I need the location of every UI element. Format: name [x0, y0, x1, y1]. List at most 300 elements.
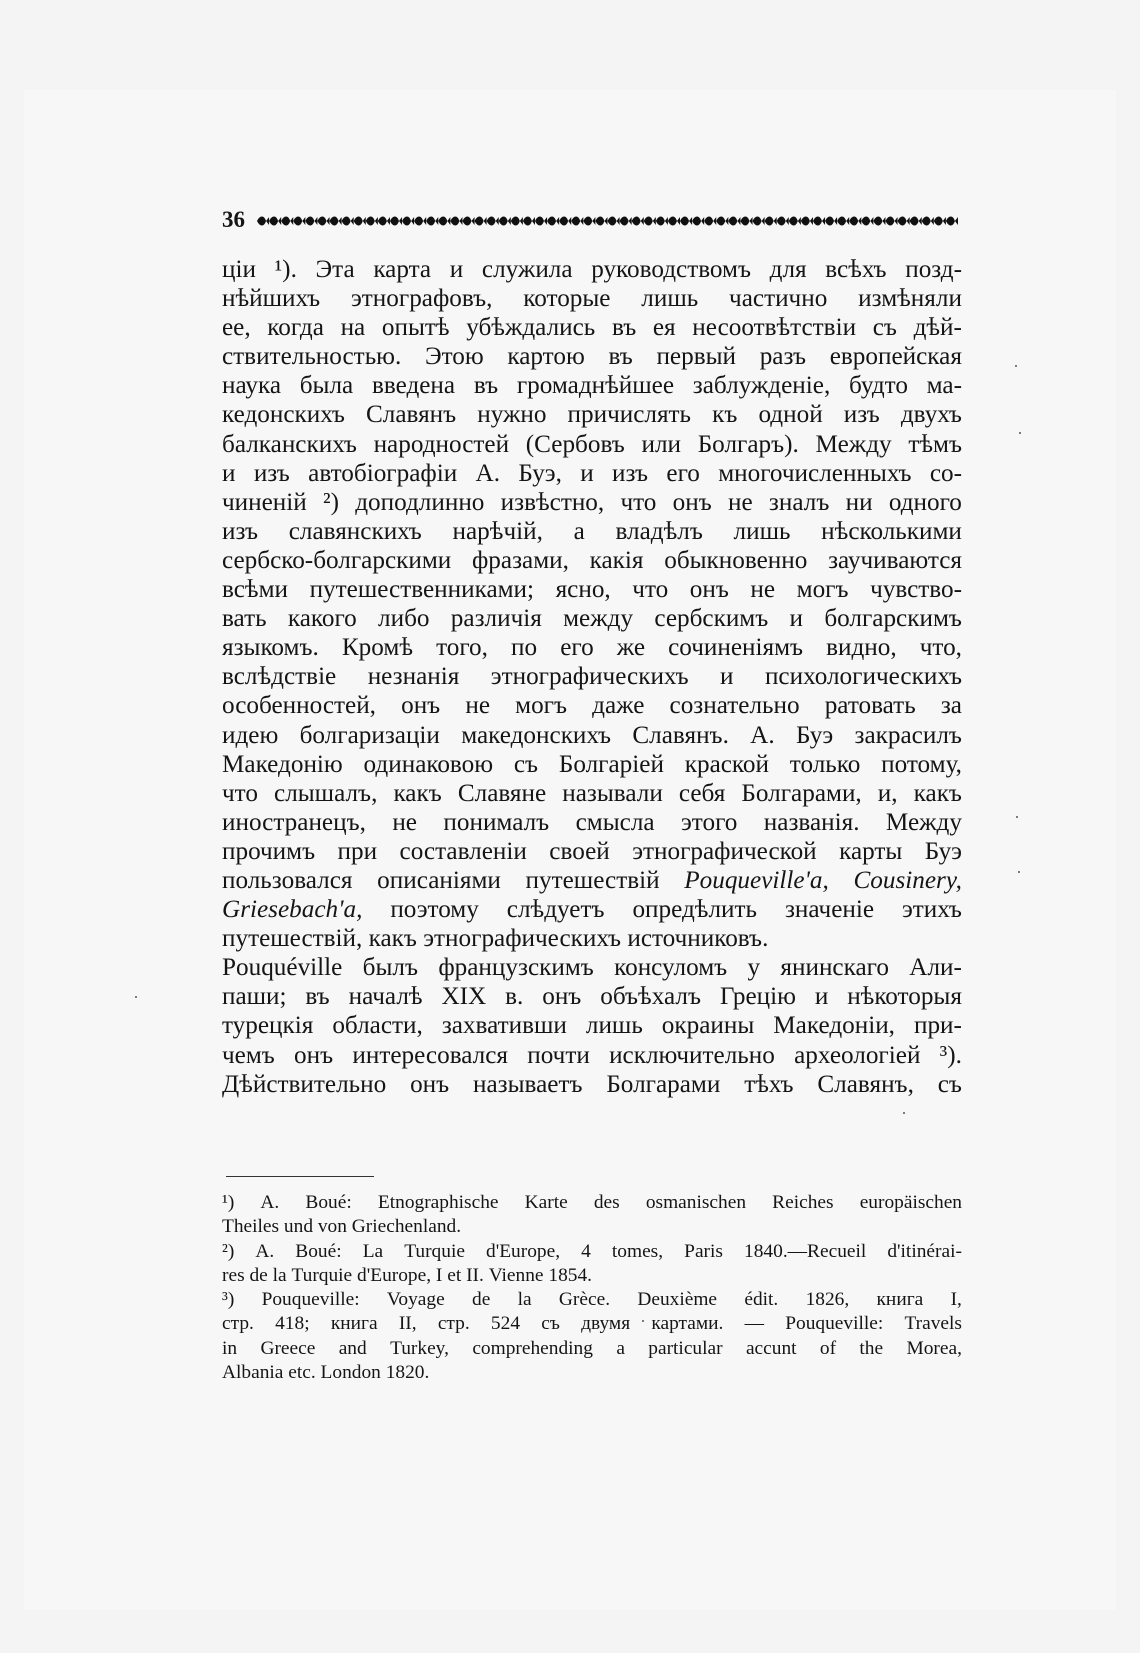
- word: когда: [267, 314, 324, 342]
- word: названія.: [763, 808, 860, 836]
- text-line: [222, 575, 962, 604]
- ornament-segment: [305, 216, 317, 225]
- word: какъ: [368, 925, 424, 953]
- word: былъ: [362, 954, 419, 982]
- word: лишь: [733, 517, 791, 545]
- word: поэтому: [390, 896, 479, 924]
- word: и: [789, 605, 804, 633]
- word: ясно,: [555, 576, 611, 604]
- text-line: [222, 779, 962, 808]
- ornament-segment: [837, 216, 849, 225]
- word: Дѣйствительно: [222, 1070, 387, 1098]
- word: Македоніи,: [773, 1012, 895, 1040]
- ornament-segment: [620, 216, 632, 225]
- word: которые: [523, 285, 611, 313]
- word: двумя: [581, 1313, 631, 1335]
- word: Grèce.: [558, 1289, 611, 1311]
- word: Македонію: [222, 750, 343, 778]
- word: исключительно: [609, 1041, 775, 1069]
- scan-speck: [1019, 432, 1021, 434]
- ornament-segment: [487, 216, 499, 225]
- word: Paris: [684, 1240, 723, 1262]
- word: ¹).: [274, 256, 297, 283]
- word: разъ: [759, 343, 807, 371]
- word: дѣй-: [913, 314, 962, 342]
- word: турецкія: [222, 1012, 314, 1040]
- word: изъ: [612, 459, 649, 487]
- word: картами.: [651, 1313, 724, 1335]
- word: Али-: [909, 954, 962, 982]
- word: фразами,: [471, 546, 569, 574]
- text-line: [222, 895, 962, 924]
- footnotes: [222, 1191, 962, 1385]
- word: a: [616, 1337, 625, 1359]
- word: какія: [589, 546, 644, 574]
- ornament-segment: [426, 216, 438, 225]
- text-line: [222, 546, 962, 575]
- word: смысла: [575, 808, 655, 836]
- word: 1820.: [385, 1362, 430, 1384]
- word: etc.: [288, 1362, 321, 1384]
- word: Кромѣ: [341, 634, 413, 662]
- word: психологическихъ: [764, 663, 962, 691]
- word: его: [560, 634, 594, 662]
- ornament-segment: [535, 216, 547, 225]
- word: Vienne: [488, 1264, 549, 1286]
- word: d'itinérai-: [887, 1240, 962, 1262]
- ornament-segment: [825, 216, 837, 225]
- ornament-segment: [740, 216, 752, 225]
- ornament-segment: [523, 216, 535, 225]
- word: несоотвѣтствіи: [692, 314, 857, 342]
- footnote-line: [222, 1337, 962, 1361]
- text-line: [222, 459, 962, 488]
- word: этнографическихъ: [423, 925, 628, 953]
- word: окраины: [661, 1012, 755, 1040]
- word: и: [720, 663, 734, 691]
- word: Reiches: [772, 1192, 834, 1213]
- word: Славянъ,: [817, 1070, 914, 1098]
- word: Voyage: [386, 1289, 445, 1311]
- word: путешественниками;: [309, 576, 535, 604]
- word: стр.: [437, 1313, 470, 1335]
- word: опредѣлить: [632, 896, 757, 924]
- word: лишь: [641, 285, 699, 313]
- word: съ: [541, 1313, 560, 1335]
- ornament-segment: [293, 216, 305, 225]
- word: Буэ,: [518, 459, 562, 487]
- word: (Сербовъ: [525, 430, 625, 458]
- word: первый: [656, 343, 737, 371]
- word: и: [814, 983, 829, 1011]
- word: и: [449, 256, 464, 283]
- word: Griechenland.: [351, 1216, 462, 1238]
- word: A.: [255, 1240, 275, 1262]
- word: Turkey,: [390, 1337, 449, 1359]
- text-line: [222, 924, 962, 953]
- word: ее,: [222, 314, 251, 342]
- word: I,: [950, 1289, 962, 1311]
- word: двухъ: [900, 401, 962, 429]
- word: называли: [562, 779, 663, 807]
- word: доподлинно: [355, 488, 485, 516]
- word: Morea,: [906, 1337, 962, 1359]
- word: археологіей: [794, 1041, 921, 1069]
- word: консуломъ: [614, 954, 728, 982]
- word: изъ: [253, 459, 290, 487]
- word: in: [222, 1337, 238, 1359]
- text-line: [222, 342, 962, 371]
- word: II,: [398, 1313, 417, 1335]
- ornament-segment: [668, 216, 680, 225]
- word: объѣхалъ: [600, 983, 701, 1011]
- word: ма-: [926, 372, 962, 400]
- word: по: [511, 634, 538, 662]
- word: какъ: [393, 779, 442, 807]
- footnote-line: [222, 1288, 962, 1312]
- word: между: [563, 605, 634, 633]
- word: громаднѣйшее: [516, 372, 675, 400]
- ornament-segment: [765, 216, 777, 225]
- word: не: [392, 808, 417, 836]
- word: этнографовъ,: [350, 285, 493, 313]
- word: Turquie: [291, 1264, 358, 1286]
- word: II.: [466, 1264, 489, 1286]
- word: потому,: [881, 750, 962, 778]
- word: языкомъ.: [222, 634, 319, 662]
- word: Pouquéville: [222, 954, 343, 982]
- word: la: [517, 1289, 532, 1311]
- word: 524: [490, 1313, 521, 1335]
- word: и: [580, 459, 594, 487]
- ornament-segment: [402, 216, 414, 225]
- word: Karte: [524, 1192, 568, 1213]
- word: для: [769, 256, 807, 283]
- word: Славянъ.: [632, 721, 729, 749]
- word: von: [317, 1216, 352, 1238]
- word: тѣхъ: [744, 1070, 794, 1098]
- word: ²): [323, 488, 339, 516]
- word: Etnographische: [377, 1192, 499, 1213]
- word: источниковъ.: [627, 925, 769, 953]
- word: карта: [373, 256, 432, 283]
- word: одинаковою: [363, 750, 494, 778]
- ornament-segment: [910, 216, 922, 225]
- footnote-line: [222, 1191, 962, 1215]
- word: Albania: [222, 1362, 289, 1384]
- word: A.: [260, 1192, 280, 1213]
- word: къ: [712, 401, 738, 429]
- footnote-line: [222, 1361, 962, 1385]
- word: онъ: [294, 1041, 334, 1069]
- word: введена: [371, 372, 456, 400]
- word: служила: [481, 256, 573, 283]
- word: заблужденіе,: [692, 372, 831, 400]
- word: всѣхъ: [825, 256, 887, 283]
- word: или: [641, 430, 681, 458]
- word: нѣкоторыя: [847, 983, 962, 1011]
- word: accunt: [745, 1337, 797, 1359]
- word: пользовался: [222, 866, 353, 894]
- ornament-segment: [547, 216, 559, 225]
- word: въ: [608, 343, 633, 371]
- ornament-segment: [511, 216, 523, 225]
- word: описаніями: [377, 866, 501, 894]
- word: ¹): [222, 1192, 235, 1213]
- footnote-line: [222, 1264, 962, 1288]
- word: краской: [684, 750, 769, 778]
- word: владѣлъ: [615, 517, 703, 545]
- word: этого: [680, 808, 738, 836]
- ornament-segment: [607, 216, 619, 225]
- word: Pouqueville'а,: [684, 866, 829, 894]
- word: La: [362, 1240, 384, 1262]
- word: tomes,: [611, 1240, 664, 1262]
- text-line: [222, 750, 962, 779]
- word: Griesebach'а,: [222, 896, 363, 924]
- word: Болгаріей: [558, 750, 664, 778]
- word: извѣстно,: [500, 488, 605, 516]
- text-line: [222, 430, 962, 459]
- ornament-segment: [922, 216, 934, 225]
- word: области,: [332, 1012, 423, 1040]
- word: незнанія: [367, 663, 460, 691]
- word: французскимъ: [438, 954, 594, 982]
- word: что: [620, 488, 657, 516]
- word: слѣдуетъ: [506, 896, 605, 924]
- word: édit.: [744, 1289, 779, 1311]
- word: себя: [678, 779, 726, 807]
- word: Boué:: [295, 1240, 342, 1262]
- word: закрасилъ: [854, 721, 962, 749]
- word: этнографическихъ: [490, 663, 689, 691]
- word: интересовался: [352, 1041, 509, 1069]
- word: значеніе: [784, 896, 875, 924]
- word: —: [744, 1313, 764, 1335]
- word: comprehending: [472, 1337, 593, 1359]
- scan-speck: [1015, 365, 1017, 367]
- word: de: [249, 1264, 273, 1286]
- word: болгаризаціи: [299, 721, 440, 749]
- word: сербскимъ: [654, 605, 769, 633]
- word: убѣждались: [466, 314, 596, 342]
- word: въ: [611, 314, 637, 342]
- ornament-segment: [269, 216, 281, 225]
- word: сербско-болгарскими: [222, 546, 452, 574]
- ornament-segment: [644, 216, 656, 225]
- word: Pouqueville:: [261, 1289, 360, 1311]
- ornament-segment: [390, 216, 402, 225]
- word: А.: [475, 459, 501, 487]
- word: онъ: [410, 1070, 450, 1098]
- word: Deuxième: [637, 1289, 718, 1311]
- text-line: [222, 633, 962, 662]
- ornament-segment: [934, 216, 946, 225]
- word: сознательно: [669, 692, 800, 720]
- word: же: [616, 634, 645, 662]
- word: изъ: [843, 401, 880, 429]
- word: даже: [592, 692, 645, 720]
- word: Болгаръ).: [697, 430, 799, 458]
- word: заучиваются: [828, 546, 962, 574]
- word: Буэ: [924, 837, 962, 865]
- word: 1826,: [805, 1289, 850, 1311]
- word: нѣйшихъ: [222, 285, 321, 313]
- word: этихъ: [901, 896, 962, 924]
- word: ³): [222, 1289, 235, 1311]
- word: 418;: [275, 1313, 310, 1335]
- word: не: [750, 576, 776, 604]
- word: чиненій: [222, 488, 307, 516]
- word: прочимъ: [222, 837, 316, 865]
- word: сочиненіямъ: [668, 634, 804, 662]
- ornament-segment: [692, 216, 704, 225]
- word: почти: [527, 1041, 590, 1069]
- word: зналъ: [768, 488, 830, 516]
- ornament-segment: [414, 216, 426, 225]
- word: Славяне: [457, 779, 547, 807]
- word: различія: [450, 605, 542, 633]
- word: путешествій,: [222, 925, 369, 953]
- word: всѣми: [222, 576, 289, 604]
- word: ея: [652, 314, 676, 342]
- ornament-segment: [462, 216, 474, 225]
- word: Грецію: [719, 983, 796, 1011]
- word: кедонскихъ: [222, 401, 345, 429]
- word: онъ: [542, 983, 582, 1011]
- word: съ: [937, 1070, 962, 1098]
- footnote-line: [222, 1240, 962, 1264]
- word: d'Europe,: [357, 1264, 436, 1286]
- ornament-segment: [656, 216, 668, 225]
- word: обыкновенно: [664, 546, 808, 574]
- word: при-: [913, 1012, 962, 1040]
- word: ²): [222, 1240, 235, 1262]
- word: европейская: [829, 343, 962, 371]
- word: могъ: [515, 692, 568, 720]
- word: со-: [929, 459, 962, 487]
- word: вслѣдствіе: [222, 663, 337, 691]
- text-line: [222, 691, 962, 720]
- text-line: [222, 400, 962, 429]
- word: 1854.: [548, 1264, 593, 1286]
- word: одной: [758, 401, 823, 429]
- header-ornament-icon: [257, 214, 962, 228]
- word: не: [728, 488, 753, 516]
- word: только: [789, 750, 861, 778]
- word: составленіи: [399, 837, 527, 865]
- word: многочисленныхъ: [718, 459, 912, 487]
- text-line: [222, 837, 962, 866]
- word: не: [465, 692, 491, 720]
- word: съ: [872, 314, 897, 342]
- word: europäischen: [859, 1192, 962, 1213]
- text-line: [222, 1011, 962, 1040]
- ornament-segment: [330, 216, 342, 225]
- ornament-segment: [728, 216, 740, 225]
- word: Theiles: [222, 1216, 284, 1238]
- word: въ: [305, 983, 330, 1011]
- ornament-segment: [559, 216, 571, 225]
- footnote-line: [222, 1312, 962, 1336]
- scan-speck: [1018, 871, 1020, 873]
- word: руководствомъ: [591, 256, 751, 283]
- text-line: [222, 953, 962, 982]
- word: онъ: [689, 576, 729, 604]
- word: македонскихъ: [461, 721, 612, 749]
- word: была: [299, 372, 354, 400]
- word: а: [573, 517, 585, 545]
- word: вать: [222, 605, 267, 633]
- word: слышалъ,: [274, 779, 378, 807]
- text-line: [222, 371, 962, 400]
- word: ціи: [222, 256, 256, 283]
- ornament-segment: [342, 216, 354, 225]
- word: des: [593, 1192, 620, 1213]
- word: называетъ: [473, 1070, 583, 1098]
- word: Буэ: [795, 721, 834, 749]
- text-line: [222, 313, 962, 342]
- ornament-segment: [438, 216, 450, 225]
- word: Boué:: [305, 1192, 352, 1213]
- word: болгарскимъ: [824, 605, 962, 633]
- text-line: [222, 721, 962, 750]
- word: тѣмъ: [908, 430, 962, 458]
- text-line: [222, 808, 962, 837]
- word: его: [666, 459, 700, 487]
- word: изъ: [222, 517, 259, 545]
- word: d'Europe,: [486, 1240, 561, 1262]
- word: въ: [473, 372, 499, 400]
- word: онъ: [672, 488, 712, 516]
- word: автобіографіи: [308, 459, 458, 487]
- word: что: [632, 576, 669, 604]
- word: книга: [330, 1313, 378, 1335]
- word: нужно: [477, 401, 547, 429]
- word: съ: [513, 750, 539, 778]
- scan-speck: [135, 996, 137, 998]
- word: osmanischen: [645, 1192, 747, 1213]
- word: чувство-: [870, 576, 962, 604]
- word: какого: [287, 605, 357, 633]
- word: опытѣ: [381, 314, 450, 342]
- word: карты: [839, 837, 903, 865]
- word: что,: [919, 634, 962, 662]
- word: XIX: [441, 983, 487, 1011]
- word: I: [435, 1264, 448, 1286]
- ornament-segment: [801, 216, 813, 225]
- word: the: [859, 1337, 884, 1359]
- word: нарѣчій,: [452, 517, 543, 545]
- ornament-segment: [632, 216, 644, 225]
- scan-speck: [903, 1112, 905, 1114]
- text-line: [222, 1041, 962, 1070]
- word: res: [222, 1264, 250, 1286]
- word: у: [747, 954, 761, 982]
- word: книга: [876, 1289, 924, 1311]
- word: наука: [222, 372, 282, 400]
- ornament-segment: [378, 216, 390, 225]
- main-text: [222, 255, 962, 1099]
- ornament-segment: [450, 216, 462, 225]
- word: понималъ: [443, 808, 550, 836]
- word: какъ: [913, 779, 962, 807]
- ornament-segment: [354, 216, 366, 225]
- word: ³).: [939, 1041, 962, 1069]
- page-header: [222, 204, 962, 234]
- word: началѣ: [348, 983, 423, 1011]
- word: и,: [877, 779, 898, 807]
